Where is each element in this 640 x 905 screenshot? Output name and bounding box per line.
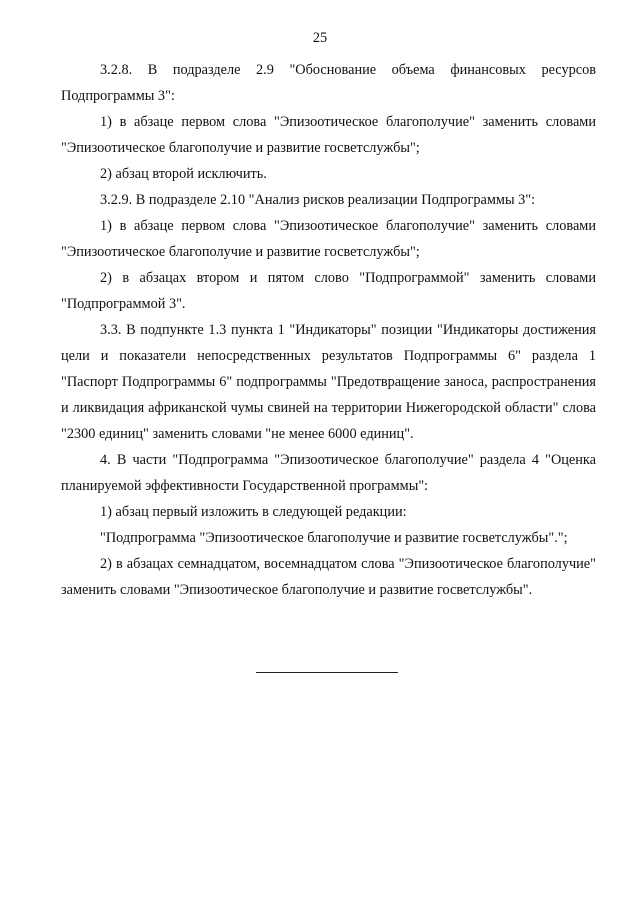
- paragraph-3-2-8-item-2: 2) абзац второй исключить.: [100, 166, 267, 182]
- end-divider-line: [256, 672, 398, 673]
- paragraph-3-2-9-item-1: 1) в абзаце первом слова "Эпизоотическое благополучие" заменить словами "Эпизоотическое благополучие и развитие госветслужбы";: [61, 218, 596, 260]
- paragraph-3-2-8: 3.2.8. В подразделе 2.9 "Обоснование объема финансовых ресурсов Подпрограммы 3":: [61, 62, 596, 104]
- paragraph-3-3: 3.3. В подпункте 1.3 пункта 1 "Индикаторы" позиции "Индикаторы достижения цели и показатели непосредственных результатов Подпрограммы 6" раздела 1 "Паспорт Подпрограммы 6" подпрограммы "Предотвращение заноса, распространения и ликвидация африканской чумы свиней на территории Нижегородской области" слова "2300 единиц" заменить словами "не менее 6000 единиц".: [61, 322, 596, 442]
- paragraph-4-item-1: 1) абзац первый изложить в следующей редакции:: [100, 504, 407, 520]
- paragraph-4: 4. В части "Подпрограмма "Эпизоотическое благополучие" раздела 4 "Оценка планируемой эффективности Государственной программы":: [61, 452, 596, 494]
- page-number: 25: [312, 30, 328, 46]
- document-body: [61, 57, 596, 603]
- paragraph-3-2-9-item-2: 2) в абзацах втором и пятом слово "Подпрограммой" заменить словами "Подпрограммой 3".: [61, 270, 596, 312]
- paragraph-4-item-2: 2) в абзацах семнадцатом, восемнадцатом слова "Эпизоотическое благополучие" заменить словами "Эпизоотическое благополучие и развитие госветслужбы".: [61, 556, 596, 598]
- paragraph-3-2-9: 3.2.9. В подразделе 2.10 "Анализ рисков реализации Подпрограммы 3":: [100, 192, 536, 208]
- paragraph-3-2-8-item-1: 1) в абзаце первом слова "Эпизоотическое благополучие" заменить словами "Эпизоотическое благополучие и развитие госветслужбы";: [61, 114, 596, 156]
- paragraph-4-new-wording: "Подпрограмма "Эпизоотическое благополучие и развитие госветслужбы".";: [100, 530, 568, 546]
